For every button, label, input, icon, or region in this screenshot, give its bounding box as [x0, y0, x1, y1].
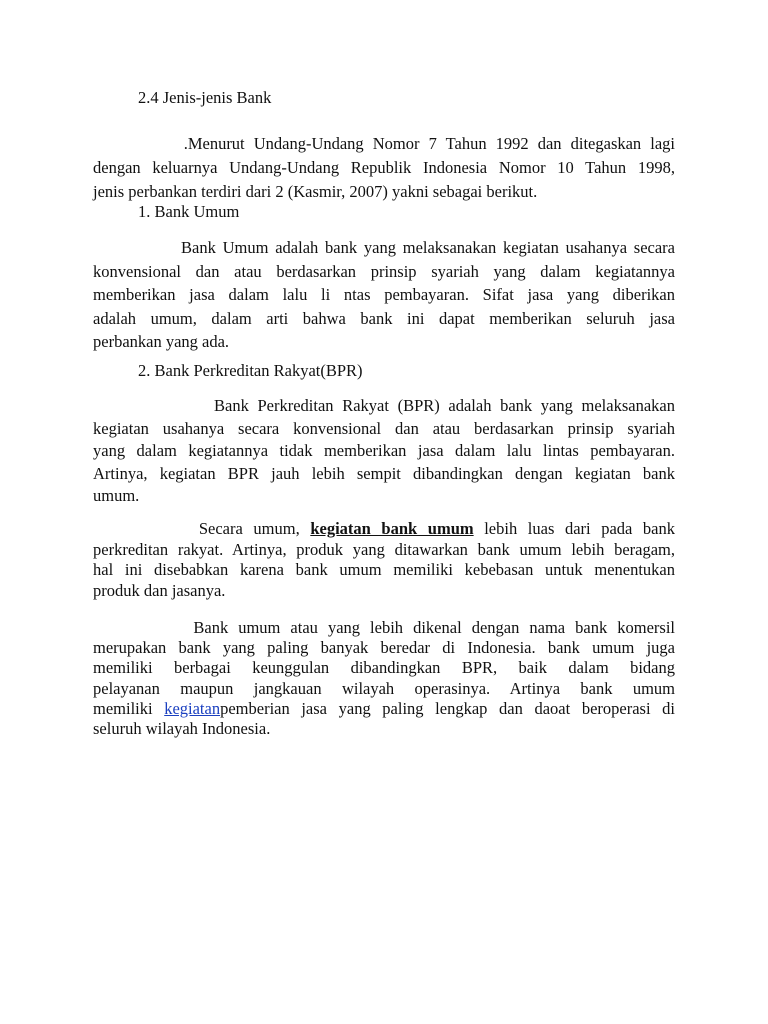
text-line: konvensional dan atau berdasarkan prinsip syariah yang dalam kegiatannya: [93, 261, 675, 281]
text-line: Artinya, kegiatan BPR jauh lebih sempit dibandingkan dengan kegiatan bank: [93, 463, 675, 483]
text-line: seluruh wilayah Indonesia.: [93, 719, 271, 739]
text: pemberian jasa yang paling lengkap dan daoat beroperasi di: [220, 698, 675, 718]
text-line: Bank umum atau yang lebih dikenal dengan nama bank komersil: [93, 618, 675, 637]
text-line: memiliki berbagai keunggulan dibandingkan BPR, baik dalam bidang: [93, 658, 675, 678]
paragraph-bpr: [93, 395, 675, 508]
bold-link-kegiatan-bank-umum[interactable]: kegiatan bank umum: [310, 519, 474, 538]
text-line: [93, 699, 675, 719]
paragraph-intro: [93, 132, 675, 204]
text-line: hal ini disebabkan karena bank umum memiliki kebebasan untuk menentukan: [93, 560, 675, 579]
text-line: Bank Umum adalah bank yang melaksanakan kegiatan usahanya secara: [93, 238, 675, 257]
text-line: memberikan jasa dalam lalu li ntas pembayaran. Sifat jasa yang diberikan: [93, 285, 675, 304]
text-line: adalah umum, dalam arti bahwa bank ini dapat memberikan seluruh jasa: [93, 308, 675, 328]
subheading-bpr: 2. Bank Perkreditan Rakyat(BPR): [138, 361, 363, 380]
paragraph-bank-umum: [93, 236, 675, 354]
text-line: kegiatan usahanya secara konvensional dan atau berdasarkan prinsip syariah: [93, 418, 675, 438]
text-line: umum.: [93, 486, 140, 505]
text-line: pelayanan maupun jangkauan wilayah operasinya. Artinya bank umum: [93, 678, 675, 698]
text: lebih luas dari pada bank: [484, 519, 676, 538]
paragraph-secara-umum: [93, 519, 675, 601]
text-line: jenis perbankan terdiri dari 2 (Kasmir, 2007) yakni sebagai berikut.: [93, 182, 538, 201]
text: memiliki: [93, 698, 165, 718]
text-line: produk dan jasanya.: [93, 580, 226, 600]
text-line: dengan keluarnya Undang-Undang Republik Indonesia Nomor 10 Tahun 1998,: [93, 158, 675, 177]
text-line: merupakan bank yang paling banyak beredar di Indonesia. bank umum juga: [93, 638, 675, 658]
text-line: yang dalam kegiatannya tidak memberikan jasa dalam lalu lintas pembayaran.: [93, 441, 675, 460]
text-line: Bank Perkreditan Rakyat (BPR) adalah bank yang melaksanakan: [93, 396, 675, 415]
text: Secara umum,: [93, 519, 300, 538]
text-line: .Menurut Undang-Undang Nomor 7 Tahun 1992 dan ditegaskan lagi: [93, 134, 675, 153]
section-heading: 2.4 Jenis-jenis Bank: [138, 88, 272, 107]
text-line: [93, 519, 675, 540]
text-line: perkreditan rakyat. Artinya, produk yang ditawarkan bank umum lebih beragam,: [93, 539, 675, 559]
text-line: perbankan yang ada.: [93, 332, 230, 351]
paragraph-bank-komersil: [93, 618, 675, 739]
link-kegiatan[interactable]: kegiatan: [164, 698, 221, 718]
subheading-bank-umum: 1. Bank Umum: [138, 202, 240, 221]
